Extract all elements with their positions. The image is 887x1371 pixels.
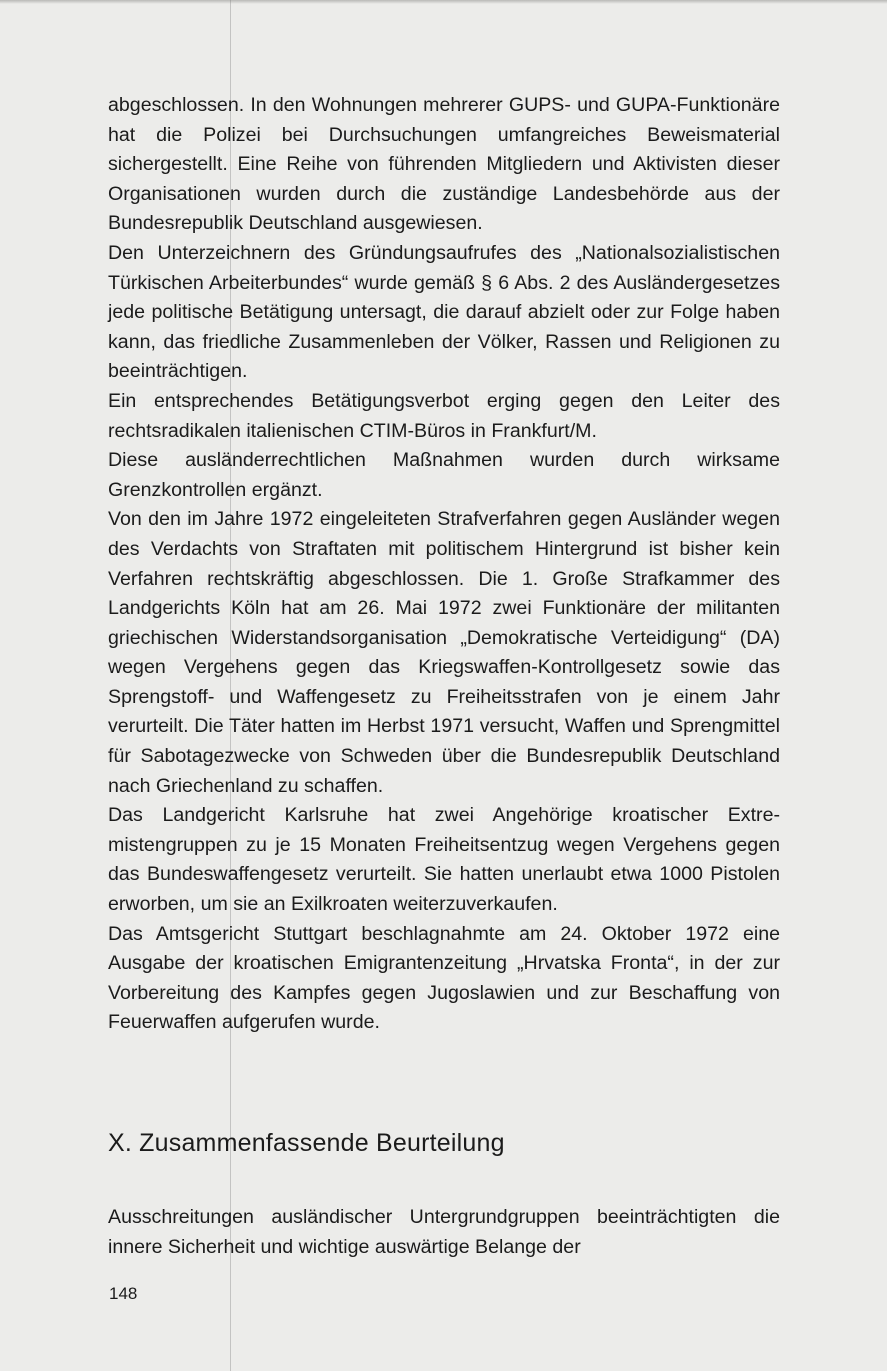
page-number: 148 [109,1284,138,1303]
paragraph: Diese ausländerrechtlichen Maßnahmen wurden durch wirksame Grenzkontrollen ergänzt. [108,449,780,501]
paragraph: Das Landgericht Karlsruhe hat zwei Angehörige kroatischer Extremistengruppen zu je 15 Monaten Freiheitsentzug wegen Vergehens gegen das Bundeswaffengesetz verurteilt. Sie hatten unerlaubt etwa 1000 Pistolen erworben, um sie an Exilkroaten weiterzuverkaufen. [108,804,780,916]
section-heading: X. Zusammenfassende Beurteilung [108,1129,505,1157]
section-paragraph: Ausschreitungen ausländischer Untergrundgruppen beeinträchtigten die innere Sicherheit und wichtige auswärtige Belange der [108,1206,780,1258]
paragraph: Von den im Jahre 1972 eingeleiteten Strafverfahren gegen Ausländer wegen des Verdachts von Straftaten mit politischem Hintergrund ist bisher kein Verfahren rechtskräftig abgeschlossen. Die 1. Große Strafkammer des Landgerichts Köln hat am 26. Mai 1972 zwei Funktionäre der militanten griechischen Widerstandsorganisation „Demokratische Verteidigung“ (DA) wegen Vergehens gegen das Kriegswaffen-Kontrollgesetz sowie das Sprengstoff- und Waffengesetz zu Freiheitsstrafen von je einem Jahr verurteilt. Die Täter hatten im Herbst 1971 versucht, Waffen und Sprengmittel für Sabotagezwecke von Schweden über die Bundesrepublik Deutschland nach Griechenland zu schaffen. [108,508,780,797]
paragraph: Den Unterzeichnern des Gründungsaufrufes des „Nationalsozialistischen Türkischen Arbeiterbundes“ wurde gemäß § 6 Abs. 2 des Ausländergesetzes jede politische Betätigung untersagt, die darauf abzielt oder zur Folge haben kann, das friedliche Zusammenleben der Völker, Rassen und Religionen zu beeinträchtigen. [108,241,780,383]
paragraph: Ein entsprechendes Betätigungsverbot erging gegen den Leiter des rechtsradikalen italienischen CTIM-Büros in Frankfurt/M. [108,389,780,442]
paragraph: abgeschlossen. In den Wohnungen mehrerer GUPS- und GUPA-Funktionäre hat die Polizei bei Durchsuchungen umfangreiches Beweismaterial sichergestellt. Eine Reihe von führenden Mitgliedern und Aktivisten dieser Organisationen wurden durch die zuständige Landesbehörde aus der Bundesrepublik Deutschland ausgewiesen. [108,94,780,235]
body-text [108,91,780,1038]
page-top-edge [0,0,887,4]
paragraph: Das Amtsgericht Stuttgart beschlagnahmte am 24. Oktober 1972 eine Ausgabe der kroatischen Emigrantenzeitung „Hrvatska Fronta“, in der zur Vorbereitung des Kampfes gegen Jugoslawien und zur Beschaffung von Feuerwaffen aufgerufen wurde. [108,922,780,1034]
